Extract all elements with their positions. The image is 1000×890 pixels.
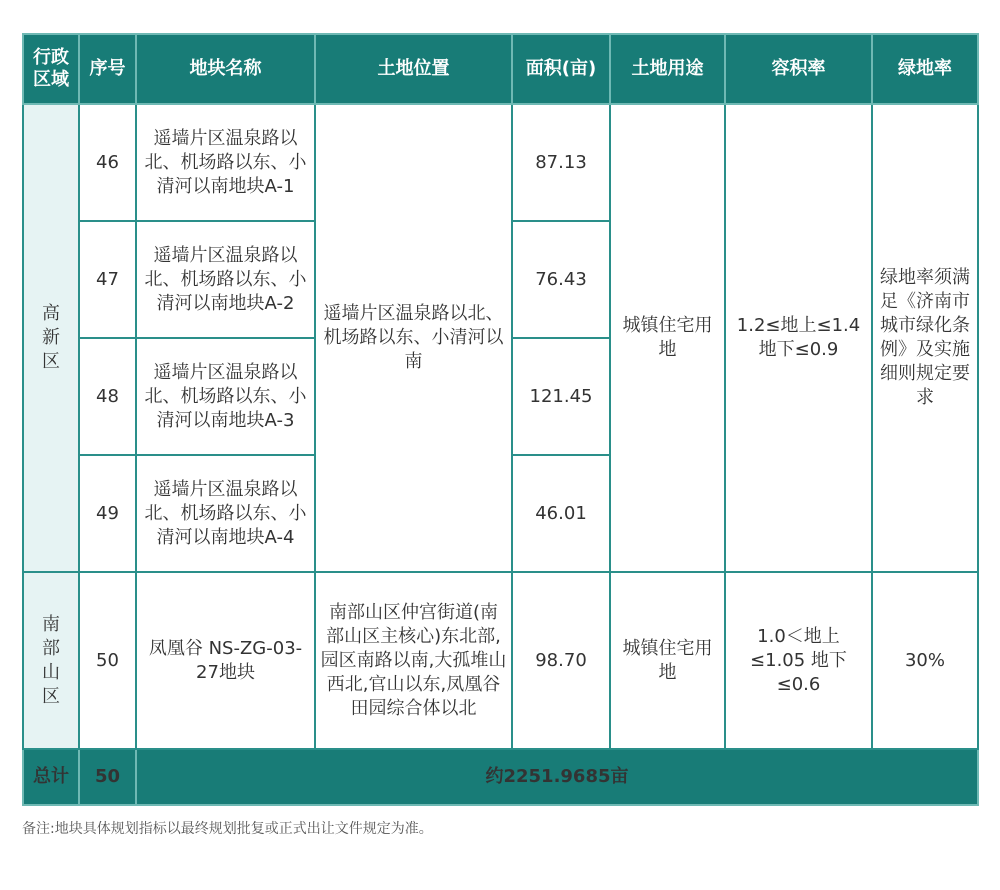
header-use: 土地用途: [610, 34, 725, 104]
cell-use-shared: 城镇住宅用地: [610, 104, 725, 572]
cell-no: 47: [79, 221, 136, 338]
total-row: [23, 749, 978, 805]
cell-far: 1.0＜地上≤1.05 地下≤0.6: [725, 572, 872, 749]
total-area: 约2251.9685亩: [136, 749, 978, 805]
header-location: 土地位置: [315, 34, 512, 104]
region-label: 高新区: [42, 303, 60, 372]
cell-name: 遥墙片区温泉路以北、机场路以东、小清河以南地块A-1: [136, 104, 315, 221]
cell-green-shared: 绿地率须满足《济南市城市绿化条例》及实施细则规定要求: [872, 104, 978, 572]
region-cell-nanbu: [23, 572, 79, 749]
region-cell-gaoxin: [23, 104, 79, 572]
header-green: 绿地率: [872, 34, 978, 104]
cell-name: 遥墙片区温泉路以北、机场路以东、小清河以南地块A-4: [136, 455, 315, 572]
cell-area: 46.01: [512, 455, 610, 572]
header-area: 面积(亩): [512, 34, 610, 104]
cell-no: 49: [79, 455, 136, 572]
cell-use: 城镇住宅用地: [610, 572, 725, 749]
header-row: [23, 34, 978, 104]
header-far: 容积率: [725, 34, 872, 104]
region-label: 南部山区: [42, 613, 60, 707]
cell-location: 南部山区仲宫街道(南部山区主核心)东北部,园区南路以南,大孤堆山西北,官山以东,凤凰谷田园综合体以北: [315, 572, 512, 749]
cell-no: 48: [79, 338, 136, 455]
cell-name: 遥墙片区温泉路以北、机场路以东、小清河以南地块A-2: [136, 221, 315, 338]
header-no: 序号: [79, 34, 136, 104]
cell-area: 98.70: [512, 572, 610, 749]
cell-area: 76.43: [512, 221, 610, 338]
cell-no: 46: [79, 104, 136, 221]
header-name: 地块名称: [136, 34, 315, 104]
cell-area: 87.13: [512, 104, 610, 221]
table-row: [23, 104, 978, 221]
cell-far-shared: 1.2≤地上≤1.4 地下≤0.9: [725, 104, 872, 572]
total-label: 总计: [23, 749, 79, 805]
header-region: 行政区域: [23, 34, 79, 104]
land-parcel-table: [22, 33, 979, 806]
cell-name: 遥墙片区温泉路以北、机场路以东、小清河以南地块A-3: [136, 338, 315, 455]
cell-green: 30%: [872, 572, 978, 749]
footnote: 备注:地块具体规划指标以最终规划批复或正式出让文件规定为准。: [22, 821, 433, 837]
total-count: 50: [79, 749, 136, 805]
cell-name: 凤凰谷 NS-ZG-03-27地块: [136, 572, 315, 749]
cell-area: 121.45: [512, 338, 610, 455]
cell-location-shared: 遥墙片区温泉路以北、机场路以东、小清河以南: [315, 104, 512, 572]
table-row: [23, 572, 978, 749]
cell-no: 50: [79, 572, 136, 749]
